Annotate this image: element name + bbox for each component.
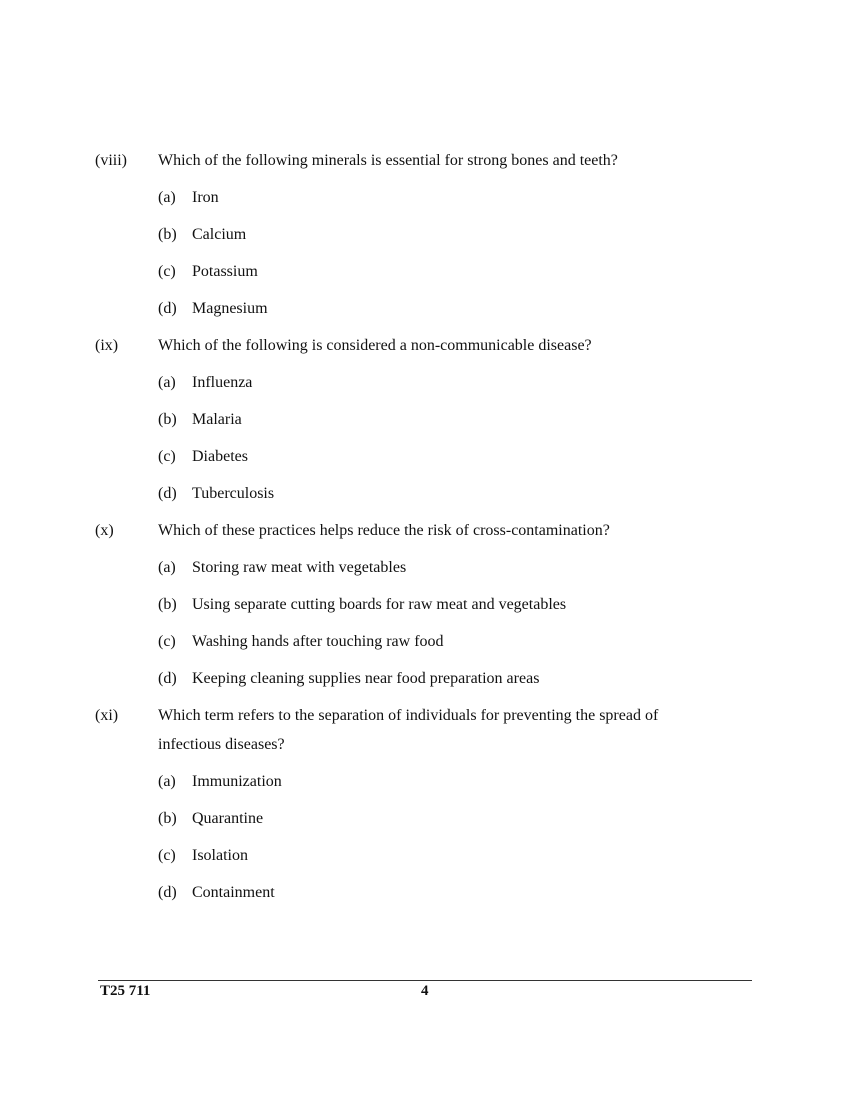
option-letter: (a) (158, 374, 176, 391)
page-number: 4 (421, 983, 429, 999)
option (0, 660, 850, 697)
option-letter: (b) (158, 596, 177, 613)
option-text: Influenza (192, 374, 253, 391)
option (0, 800, 850, 837)
option (0, 438, 850, 475)
option-text: Washing hands after touching raw food (192, 633, 444, 650)
option (0, 874, 850, 911)
question-number: (ix) (95, 337, 119, 354)
option-text: Malaria (192, 411, 242, 428)
option-text: Storing raw meat with vegetables (192, 559, 407, 576)
option (0, 549, 850, 586)
question (0, 697, 850, 763)
option-text: Tuberculosis (192, 485, 275, 502)
option-text: Magnesium (192, 300, 268, 317)
option (0, 837, 850, 874)
option (0, 623, 850, 660)
option (0, 216, 850, 253)
option-letter: (a) (158, 559, 176, 576)
option (0, 401, 850, 438)
option-letter: (a) (158, 189, 176, 206)
option-letter: (d) (158, 884, 177, 901)
option-letter: (b) (158, 411, 177, 428)
option (0, 364, 850, 401)
question-number: (viii) (95, 152, 127, 169)
option (0, 253, 850, 290)
question-number: (xi) (95, 707, 119, 724)
option-letter: (d) (158, 485, 177, 502)
option-text: Diabetes (192, 448, 248, 465)
option-letter: (b) (158, 226, 177, 243)
option-text: Immunization (192, 773, 282, 790)
option-text: Calcium (192, 226, 247, 243)
option-text: Using separate cutting boards for raw meat and vegetables (192, 596, 567, 613)
option-letter: (c) (158, 263, 176, 280)
option-letter: (c) (158, 633, 176, 650)
question (0, 512, 850, 549)
question-text: Which term refers to the separation of individuals for preventing the spread of infectious diseases? (158, 707, 659, 753)
option-text: Potassium (192, 263, 258, 280)
question-text: Which of the following minerals is essential for strong bones and teeth? (158, 152, 618, 169)
paper-code: T25 711 (100, 983, 151, 999)
option (0, 763, 850, 800)
option-letter: (c) (158, 847, 176, 864)
question (0, 327, 850, 364)
option-text: Quarantine (192, 810, 264, 827)
option-text: Iron (192, 189, 219, 206)
option-letter: (b) (158, 810, 177, 827)
option-text: Keeping cleaning supplies near food preparation areas (192, 670, 540, 687)
question-text: Which of the following is considered a non-communicable disease? (158, 337, 592, 354)
option-letter: (c) (158, 448, 176, 465)
option (0, 290, 850, 327)
footer-divider (98, 980, 752, 981)
option-text: Containment (192, 884, 275, 901)
question-text: Which of these practices helps reduce the risk of cross-contamination? (158, 522, 610, 539)
option (0, 179, 850, 216)
option-letter: (d) (158, 670, 177, 687)
question-list (0, 142, 850, 911)
question (0, 142, 850, 179)
option-letter: (a) (158, 773, 176, 790)
option-text: Isolation (192, 847, 248, 864)
option (0, 475, 850, 512)
option (0, 586, 850, 623)
question-number: (x) (95, 522, 114, 539)
option-letter: (d) (158, 300, 177, 317)
